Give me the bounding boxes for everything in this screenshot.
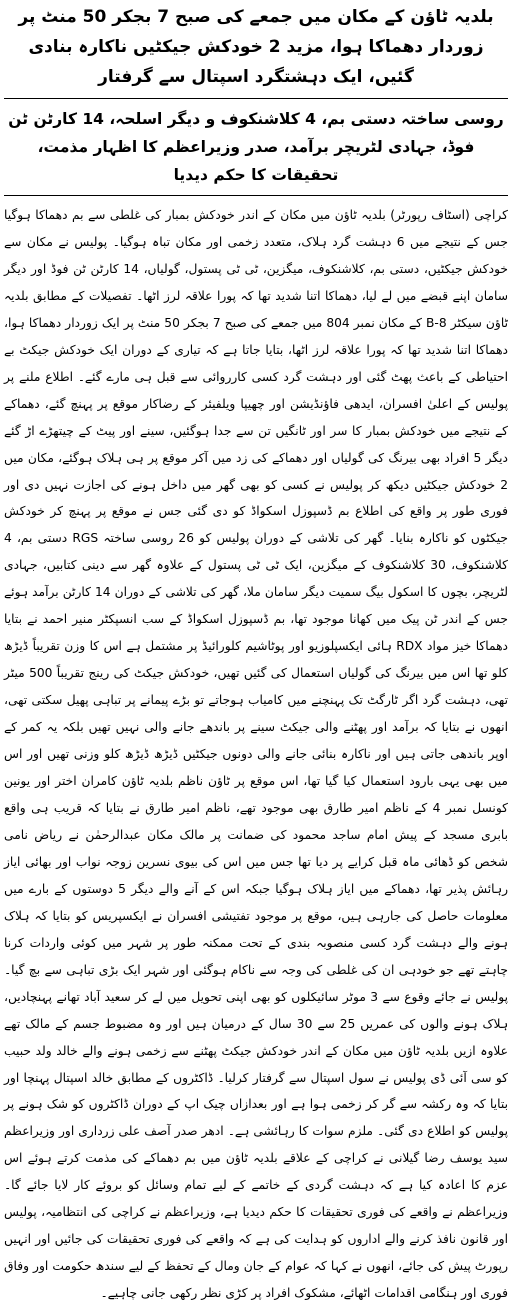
article-body: کراچی (اسٹاف رپورٹر) بلدیہ ٹاؤن میں مکان کے اندر خودکش بمبار کی غلطی سے بم دھماکا ہوگیا جس کے نتیجے میں 6 دہشت گرد ہلاک، متعدد زخمی اور مکان تباہ ہوگیا۔ پولیس نے مکان سے خودکش جیکٹیں، دستی بم، کلاشنکوف، میگزین، ٹی ٹی پستول، گولیاں، 14 کارٹن ٹن فوڈ اور دیگر سامان اپنے قبضے میں لے لیا، دھماکا اتنا شدید تھا کہ پورا علاقہ لرز اٹھا۔ تفصیلات کے مطابق بلدیہ ٹاؤن سیکٹر B-8 کے مکان نمبر 804 میں جمعے کی صبح 7 بجکر 50 منٹ پر ایک زوردار دھماکا ہوا، دھماکا اتنا شدید تھا کہ پورا علاقہ لرز اٹھا، بتایا جاتا ہے کہ تیاری کے دوران ایک خودکش جیکٹ بے احتیاطی کے باعث پھٹ گئی اور دہشت گرد کسی کارروائی سے قبل ہی مارے گئے۔ اطلاع ملنے پر پولیس کے اعلیٰ افسران، ایدھی فاؤنڈیشن اور چھیپا ویلفیئر کے رضاکار موقع پر پہنچ گئے، دھماکے کے نتیجے میں خودکش بمبار کا سر اور ٹانگیں تن سے جدا ہوگئیں، سینے اور پیٹ کے چیتھڑے اڑ گئے دیگر 5 افراد بھی بیرنگ کی گولیاں اور دھماکے کی زد میں آکر موقع پر ہی ہلاک ہوگئے، مکان میں 2 خودکش جیکٹیں دیکھ کر پولیس نے کسی کو بھی گھر میں داخل ہونے کی اجازت نہیں دی اور فوری طور پر واقع کی اطلاع بم ڈسپوزل اسکواڈ کو دی گئی جس نے موقع پر پہنچ کر خودکش جیکٹوں کو ناکارہ بنایا۔ گھر کی تلاشی کے دوران پولیس کو 26 روسی ساختہ RGS دستی بم، 4 کلاشنکوف، 30 کلاشنکوف کے میگزین، ایک ٹی ٹی پستول کے علاوہ گھر سے دینی کتابیں، جہادی لٹریچر، بچوں کا اسکول بیگ سمیت دیگر سامان ملا، گھر کی تلاشی کے دوران 14 کارٹن برآمد ہوئے جس کے اندر ٹن پیک میں کھانا موجود تھا، بم ڈسپوزل اسکواڈ کے سب انسپکٹر منیر احمد نے بتایا دھماکا خیز مواد RDX ہائی ایکسپلوزیو اور پوٹاشیم کلورائیڈ پر مشتمل ہے اس کا وزن تقریباً ڈیڑھ کلو تھا اس میں بیرنگ کی گولیاں استعمال کی گئیں تھیں، خودکش جیکٹ کی رینج تقریباً 500 میٹر تھی، دہشت گرد اگر ٹارگٹ تک پہنچنے میں کامیاب ہوجاتے تو بڑے پیمانے پر تباہی پھیل سکتی تھی، انھوں نے بتایا کہ برآمد اور پھٹنے والی جیکٹ سینے پر باندھے جانے والی نہیں تھیں بلکہ یہ کمر کے اوپر باندھی جاتی ہیں اور ناکارہ بنائی جانے والی دونوں جیکٹیں ڈیڑھ ڈیڑھ کلو وزنی تھیں اور اس میں بھی یہی بارود استعمال کیا گیا تھا، اس موقع پر ٹاؤن ناظم بلدیہ ٹاؤن کامران اختر اور یونین کونسل نمبر 4 کے ناظم امیر طارق بھی موجود تھے، ناظم امیر طارق نے بتایا کہ قریب ہی واقع بابری مسجد کے پیش امام ساجد محمود کی ضمانت پر مالک مکان عبدالرحمٰن نے ریاض نامی شخص کو ڈھائی ماہ قبل کرایے پر دیا تھا جس میں اس کی بیوی نسرین زوجہ نواب اور بھائی ایاز رہائش پذیر تھا، دھماکے میں ایاز ہلاک ہوگیا جبکہ اس کے آنے والے دیگر 5 دوستوں کے بارے میں معلومات حاصل کی جارہی ہیں، موقع پر موجود تفتیشی افسران نے ایکسپریس کو بتایا کہ ہلاک ہونے والے دہشت گرد کسی منصوبہ بندی کے تحت ممکنہ طور پر شہر میں کوئی واردات کرنا چاہتے تھے جو خودہی ان کی غلطی کی وجہ سے ناکام ہوگئی اور شہر ایک بڑی تباہی سے بچ گیا۔ پولیس نے جائے وقوع سے 3 موٹر سائیکلوں کو بھی اپنی تحویل میں لے کر سعید آباد تھانے پہنچادیں، ہلاک ہونے والوں کی عمریں 25 سے 30 سال کے درمیان ہیں اور وہ مضبوط جسم کے مالک تھے علاوہ ازیں بلدیہ ٹاؤن میں مکان کے اندر خودکش جیکٹ پھٹنے سے زخمی ہونے والے خالد ولد حبیب کو سی آئی ڈی پولیس نے سول اسپتال سے گرفتار کرلیا۔ ڈاکٹروں کے مطابق خالد اسپتال پہنچا اور بتایا کہ وہ رکشہ سے گر کر زخمی ہوا ہے اور بعدازاں چیک اپ کے دوران ڈاکٹروں کو شک ہونے پر پولیس کو اطلاع دی گئی۔ ملزم سوات کا رہائشی ہے۔ ادھر صدر آصف علی زرداری اور وزیراعظم سید یوسف رضا گیلانی نے کراچی کے علاقے بلدیہ ٹاؤن میں بم دھماکے کی مذمت کرتے ہوئے اس عزم کا اعادہ کیا ہے کہ دہشت گردی کے خاتمے کے لیے تمام وسائل کو بروئے کار لایا جائے گا۔ وزیراعظم نے واقعے کی فوری تحقیقات کا حکم دیدیا ہے، وزیراعظم نے کراچی کی انتظامیہ، پولیس اور قانون نافذ کرنے والے اداروں کو ہدایت کی ہے کہ واقعے کی فوری تحقیقات کی جائیں اور انہیں رپورٹ پیش کی جائے، انھوں نے کہا کہ عوام کے جان ومال کے تحفظ کے لیے سندھ حکومت اور وفاق فوری اور ہنگامی اقدامات اٹھائے، مشکوک افراد پر کڑی نظر رکھی جانی چاہیے۔ [4,208,508,1301]
subheadline-divider [4,195,508,196]
headline-divider [4,98,508,99]
subheadline: روسی ساختہ دستی بم، 4 کلاشنکوف و دیگر اسلحہ، 14 کارٹن ٹن فوڈ، جہادی لٹریچر برآمد، صدر وزیراعظم کا اظہار مذمت، تحقیقات کا حکم دیدیا [8,110,504,184]
headline: بلدیہ ٹاؤن کے مکان میں جمعے کی صبح 7 بجکر 50 منٹ پر زوردار دھماکا ہوا، مزید 2 خودکش جیکٹیں ناکارہ بنادی گئیں، ایک دہشتگرد اسپتال سے گرفتار [18,7,494,87]
